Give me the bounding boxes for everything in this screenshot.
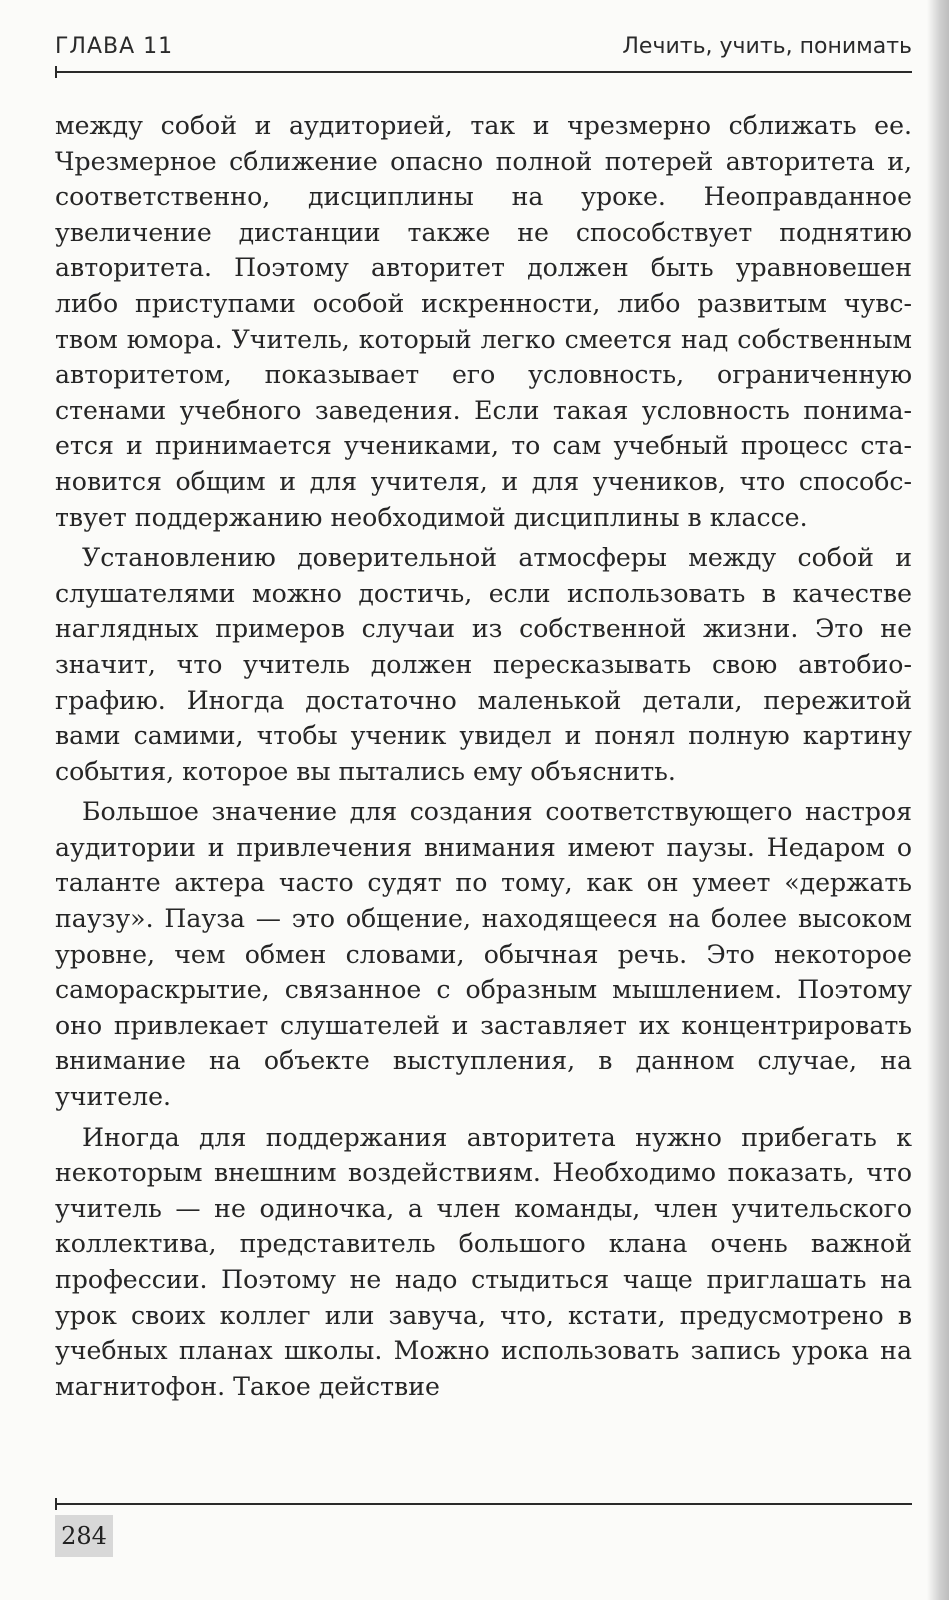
body-text	[55, 108, 912, 1409]
paragraph-3: Большое значение для создания соответствующего настроя аудитории и привлечения внимания имеют паузы. Недаром о таланте актера часто судят по тому, как он умеет «держать паузу». Пауза — это общение, находящееся на более высоком уровне, чем обмен словами, обычная речь. Это некоторое самораскрытие, связанное с образным мышлением. Поэтому оно привлекает слушателей и заставляет их концентрировать внимание на объекте выступления, в данном случае, на учителе.	[55, 797, 912, 1112]
footer-rule	[55, 1503, 912, 1505]
header-rule	[55, 71, 912, 73]
paragraph-2: Установлению доверительной атмосферы между собой и слушателями можно достичь, если использовать в качестве наглядных примеров случаи из собственной жизни. Это не значит, что учитель должен пересказывать свою автобиографию. Иногда достаточно маленькой детали, пережитой вами самими, чтобы ученик увидел и понял полную картину события, которое вы пытались ему объяснить.	[55, 543, 912, 786]
paragraph-1: между собой и аудиторией, так и чрезмерно сближать ее. Чрезмерное сближение опасно полной потерей авторитета и, соответственно, дисциплины на уроке. Неоправданное увеличение дистанции также не способствует поднятию авторитета. Поэтому авторитет должен быть уравновешен либо приступами особой искренности, либо развитым чувством юмора. Учитель, который легко смеется над собственным авторитетом, показывает его условность, ограниченную стенами учебного заведения. Если такая условность понимается и принимается учениками, то сам учебный процесс становится общим и для учителя, и для учеников, что способствует поддержанию необходимой дисциплины в классе.	[55, 111, 912, 532]
running-head	[55, 34, 912, 64]
book-page	[55, 0, 912, 1600]
page-edge-shadow	[927, 0, 949, 1600]
running-title: Лечить, учить, понимать	[622, 34, 912, 59]
chapter-label: ГЛАВА 11	[55, 34, 174, 59]
page-number: 284	[55, 1515, 113, 1557]
paragraph-4: Иногда для поддержания авторитета нужно прибегать к некоторым внешним воздействиям. Необходимо показать, что учитель — не одиночка, а член команды, член учительского коллектива, представитель большого клана очень важной профессии. Поэтому не надо стыдиться чаще приглашать на урок своих коллег или завуча, что, кстати, предусмотрено в учебных планах школы. Можно использовать запись урока на магнитофон. Такое действие	[55, 1122, 912, 1401]
